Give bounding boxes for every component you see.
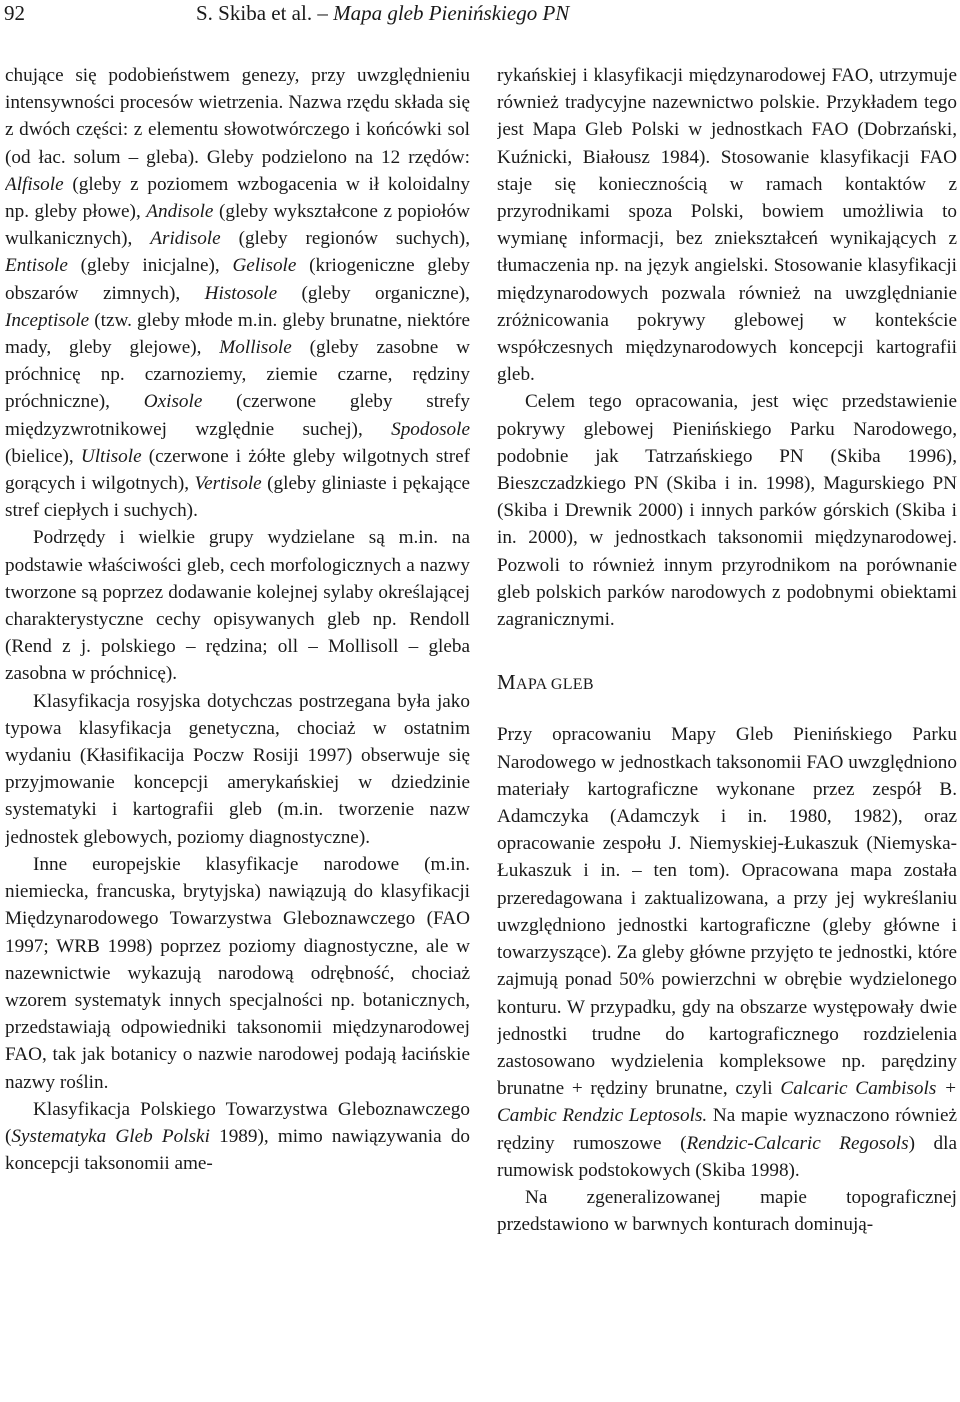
italic-term: Entisole [5, 255, 68, 277]
italic-term: Histosole [204, 282, 278, 304]
running-title-text: Mapa gleb Pienińskiego PN [333, 1, 570, 25]
paragraph: Inne europejskie klasyfikacje narodowe (m.in. niemiecka, francuska, brytyjska) nawiązują do klasyfikacji Międzynarodowego Towarzystwa Gleboznawczego (FAO 1997; WRB 1998) poprzez poziomy diagnostyczne, ale w nazewnictwie wykazują narodową odrębność, chociaż wzorem systematyk innych specjalności np. botanicznych, przedstawiają odpowiedniki taksonomii międzynarodowej FAO, tak jak botanicy o nazwie narodowej podają łacińskie nazwy roślin. [5, 853, 470, 1093]
paragraph: Podrzędy i wielkie grupy wydzielane są m.in. na podstawie właściwości gleb, cech morfologicznych a nazwy tworzone są poprzez dodawanie kolejnej sylaby określającej charakterystyczne cechy opisywanych gleb np. Rendoll (Rend z j. polskiego – rędzina; oll – Mollisoll – gleba zasobna w próchnicę). [5, 527, 470, 685]
section-heading [497, 669, 957, 698]
running-header [0, 0, 960, 26]
left-column [5, 62, 470, 1402]
italic-term: Andisole [146, 201, 214, 223]
italic-term: Mollisole [219, 337, 292, 359]
italic-term: Alfisole [5, 173, 64, 195]
page-number: 92 [4, 1, 25, 25]
running-title [196, 0, 569, 26]
italic-term: Calcaric Cambisols + Cambic Rendzic Leptosols. [497, 1078, 957, 1127]
paragraph: rykańskiej i klasyfikacji międzynarodowej FAO, utrzymuje również tradycyjne nazewnictwo polskie. Przykładem tego jest Mapa Gleb Polski w jednostkach FAO (Dobrzański, Kuźnicki, Białousz 1984). Stosowanie klasyfikacji FAO staje się koniecznością w ramach kontaktów z przyrodnikami spoza Polski, bowiem umożliwia to wymianę informacji, bez zniekształceń wynikających z tłumaczenia np. na język angielski. Stosowanie klasyfikacji międzynarodowych pozwala również na uwzględnianie zróżnicowania pokrywy glebowej w kontekście współczesnych międzynarodowych koncepcji kartografii gleb. [497, 65, 957, 386]
paragraph: Na zgeneralizowanej mapie topograficznej przedstawiono w barwnych konturach dominują- [497, 1186, 957, 1236]
section-heading-rest: APA GLEB [515, 676, 594, 694]
italic-term: Oxisole [143, 391, 203, 413]
italic-term: Vertisole [194, 473, 262, 495]
italic-term: Inceptisole [5, 309, 90, 331]
paragraph: chujące się podobieństwem genezy, przy uwzględnieniu intensywności procesów wietrzenia. Nazwa rzędu składa się z dwóch części: z elementu słowotwórczego i końcówki sol (od łac. solum – gleba). Gleby podzielono na 12 rzędów: Alfisole (gleby z poziomem wzbogacenia w ił koloidalny np. gleby płowe), Andisole (gleby wykształcone z popiołów wulkanicznych), Aridisole (gleby regionów suchych), Entisole (gleby inicjalne), Gelisole (kriogeniczne gleby obszarów zimnych), Histosole (gleby organiczne), Inceptisole (tzw. gleby młode m.in. gleby brunatne, niektóre mady, gleby glejowe), Mollisole (gleby zasobne w próchnicę np. czarnoziemy, ziemie czarne, rędziny próchniczne), Oxisole (czerwone gleby strefy międzyzwrotnikowej względnie suchej), Spodosole (bielice), Ultisole (czerwone i żółte gleby wilgotnych stref gorących i wilgotnych), Vertisole (gleby gliniaste i pękające stref ciepłych i suchych). [5, 65, 470, 522]
paragraph: Przy opracowaniu Mapy Gleb Pienińskiego Parku Narodowego w jednostkach taksonomii FAO uwzględniono materiały kartograficzne wykonane przez zespół B. Adamczyka (Adamczyk i in. 1980, 1982), oraz opracowanie zespołu J. Niemyskiej-Łukaszuk (Niemyska-Łukaszuk i in. – ten tom). Opracowana mapa została przeredagowana i zaktualizowana, a przy jej wykreślaniu uwzględniono jednostki kartograficzne (gleby główne i towarzyszące). Za gleby główne przyjęto te jednostki, które zajmują ponad 50% powierzchni w obrębie wydzielonego konturu. W przypadku, gdy na obszarze występowały dwie jednostki trudne do kartograficznego rozdzielenia zastosowano wydzielenia kompleksowe np. parędziny brunatne + rędziny brunatne, czyli Calcaric Cambisols + Cambic Rendzic Leptosols. Na mapie wyznaczono również rędziny rumoszowe (Rendzic-Calcaric Regosols) dla rumowisk podstokowych (Skiba 1998). [497, 724, 957, 1181]
italic-term: Aridisole [150, 228, 221, 250]
running-title-author: S. Skiba et al. – [196, 1, 328, 25]
italic-term: Spodosole [391, 418, 470, 440]
italic-term: Gelisole [232, 255, 297, 277]
italic-term: Systematyka Gleb Polski [11, 1125, 210, 1147]
paragraph: Klasyfikacja rosyjska dotychczas postrzegana była jako typowa klasyfikacja genetyczna, chociaż w ostatnim wydaniu (Kłasifikacija Poczw Rosiji 1997) obserwuje się przyjmowanie koncepcji amerykańskiej w dziedzinie systematyki i kartografii gleb (m.in. tworzenie nazw jednostek glebowych, poziomy diagnostyczne). [5, 690, 470, 848]
paragraph: Klasyfikacja Polskiego Towarzystwa Gleboznawczego (Systematyka Gleb Polski 1989), mimo nawiązywania do koncepcji taksonomii ame- [5, 1098, 470, 1175]
right-column [497, 62, 957, 1402]
italic-term: Ultisole [80, 445, 142, 467]
section-heading-initial: M [497, 670, 516, 695]
italic-term: Rendzic-Calcaric Regosols [686, 1132, 909, 1154]
paragraph: Celem tego opracowania, jest więc przedstawienie pokrywy glebowej Pienińskiego Parku Narodowego, podobnie jak Tatrzańskiego PN (Skiba 1996), Bieszczadzkiego PN (Skiba i in. 1998), Magurskiego PN (Skiba i Drewnik 2000) i innych parków górskich (Skiba i in. 2000), w jednostkach taksonomii międzynarodowej. Pozwoli to również innym przyrodnikom na porównanie gleb polskich parków narodowych z podobnymi obiektami zagranicznymi. [497, 391, 957, 631]
